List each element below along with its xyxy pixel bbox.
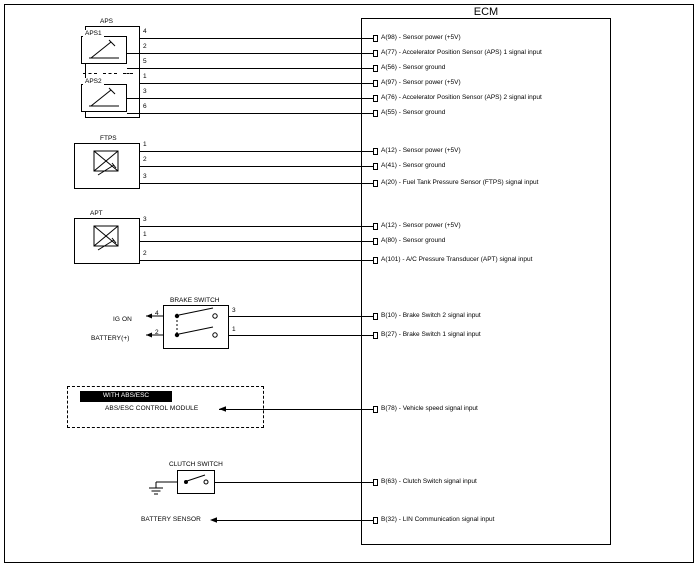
battery-sensor-arrow — [206, 514, 222, 528]
pin-aps-5: 3 — [143, 88, 147, 95]
pin-aps-4: 1 — [143, 73, 147, 80]
signal-6: A(55) - Sensor ground — [381, 109, 446, 116]
signal-1: A(98) - Sensor power (+5V) — [381, 34, 461, 41]
wire-aps-6 — [127, 113, 373, 114]
ftps-group-label: FTPS — [100, 135, 117, 142]
wire-ftps-2 — [140, 166, 373, 167]
aps-divider-2 — [103, 73, 117, 74]
signal-2: A(77) - Accelerator Position Sensor (APS) 1 signal input — [381, 49, 542, 56]
terminal-tick-16 — [373, 479, 378, 486]
ig-on-label: IG ON — [113, 316, 132, 323]
abs-esc-module-label: ABS/ESC CONTROL MODULE — [105, 405, 199, 412]
ground-symbol — [146, 470, 188, 500]
pin-aps-3: 5 — [143, 58, 147, 65]
wire-abs — [219, 409, 373, 410]
terminal-tick-9 — [373, 180, 378, 187]
terminal-tick-10 — [373, 223, 378, 230]
pin-ftps-3: 3 — [143, 173, 147, 180]
wire-ftps-3 — [140, 183, 373, 184]
pin-ftps-1: 1 — [143, 141, 147, 148]
terminal-tick-7 — [373, 148, 378, 155]
pin-apt-3: 2 — [143, 250, 147, 257]
terminal-tick-6 — [373, 110, 378, 117]
pin-aps-1: 4 — [143, 28, 147, 35]
signal-8: A(41) - Sensor ground — [381, 162, 446, 169]
signal-12: A(101) - A/C Pressure Transducer (APT) signal input — [381, 256, 533, 263]
terminal-tick-11 — [373, 238, 378, 245]
wire-aps-3 — [127, 68, 373, 69]
pin-ftps-2: 2 — [143, 156, 147, 163]
abs-arrow — [214, 403, 230, 417]
terminal-tick-17 — [373, 517, 378, 524]
pin-brake-2: 2 — [155, 329, 159, 336]
terminal-tick-12 — [373, 257, 378, 264]
terminal-tick-13 — [373, 313, 378, 320]
brake-input-arrows — [140, 305, 170, 349]
signal-16: B(63) - Clutch Switch signal input — [381, 478, 477, 485]
abs-esc-tag: WITH ABS/ESC — [80, 391, 172, 402]
aps2-label: APS2 — [85, 78, 102, 85]
signal-17: B(32) - LIN Communication signal input — [381, 516, 495, 523]
signal-5: A(76) - Accelerator Position Sensor (APS) 2 signal input — [381, 94, 542, 101]
pin-brake-3: 3 — [232, 307, 236, 314]
wire-apt-2 — [140, 241, 373, 242]
apt-symbol — [74, 218, 140, 264]
wire-battery-sensor — [216, 520, 373, 521]
brake-switch-label: BRAKE SWITCH — [170, 297, 220, 304]
pin-brake-1: 1 — [232, 326, 236, 333]
wire-aps-2 — [127, 53, 373, 54]
signal-9: A(20) - Fuel Tank Pressure Sensor (FTPS) signal input — [381, 179, 539, 186]
clutch-switch-label: CLUTCH SWITCH — [169, 461, 223, 468]
wire-apt-3 — [140, 260, 373, 261]
pin-apt-2: 1 — [143, 231, 147, 238]
signal-3: A(56) - Sensor ground — [381, 64, 446, 71]
terminal-tick-8 — [373, 163, 378, 170]
terminal-tick-3 — [373, 65, 378, 72]
terminal-tick-1 — [373, 35, 378, 42]
terminal-tick-4 — [373, 80, 378, 87]
pin-aps-2: 2 — [143, 43, 147, 50]
battery-sensor-label: BATTERY SENSOR — [141, 516, 201, 523]
terminal-tick-15 — [373, 406, 378, 413]
wire-clutch — [215, 482, 373, 483]
aps-group-label: APS — [100, 18, 114, 25]
ecm-title: ECM — [473, 6, 499, 18]
wire-ftps-1 — [140, 151, 373, 152]
aps1-label: APS1 — [85, 30, 102, 37]
signal-7: A(12) - Sensor power (+5V) — [381, 147, 461, 154]
aps2-symbol — [81, 84, 127, 112]
wire-aps-1 — [140, 38, 373, 39]
pin-apt-1: 3 — [143, 216, 147, 223]
aps1-symbol — [81, 36, 127, 64]
wire-brake-1 — [229, 335, 373, 336]
brake-switch-symbol — [163, 305, 229, 349]
terminal-tick-5 — [373, 95, 378, 102]
wire-aps-5 — [127, 98, 373, 99]
wire-aps-4 — [140, 83, 373, 84]
signal-4: A(97) - Sensor power (+5V) — [381, 79, 461, 86]
ftps-symbol — [74, 143, 140, 189]
aps-divider — [83, 73, 97, 74]
signal-11: A(80) - Sensor ground — [381, 237, 446, 244]
battery-plus-label: BATTERY(+) — [91, 335, 130, 342]
pin-brake-4: 4 — [155, 310, 159, 317]
signal-13: B(10) - Brake Switch 2 signal input — [381, 312, 481, 319]
signal-15: B(78) - Vehicle speed signal input — [381, 405, 478, 412]
terminal-tick-14 — [373, 332, 378, 339]
wire-brake-2 — [229, 316, 373, 317]
apt-group-label: APT — [90, 210, 103, 217]
signal-14: B(27) - Brake Switch 1 signal input — [381, 331, 481, 338]
signal-10: A(12) - Sensor power (+5V) — [381, 222, 461, 229]
pin-aps-6: 6 — [143, 103, 147, 110]
wire-apt-1 — [140, 226, 373, 227]
terminal-tick-2 — [373, 50, 378, 57]
aps-divider-3 — [123, 73, 133, 74]
